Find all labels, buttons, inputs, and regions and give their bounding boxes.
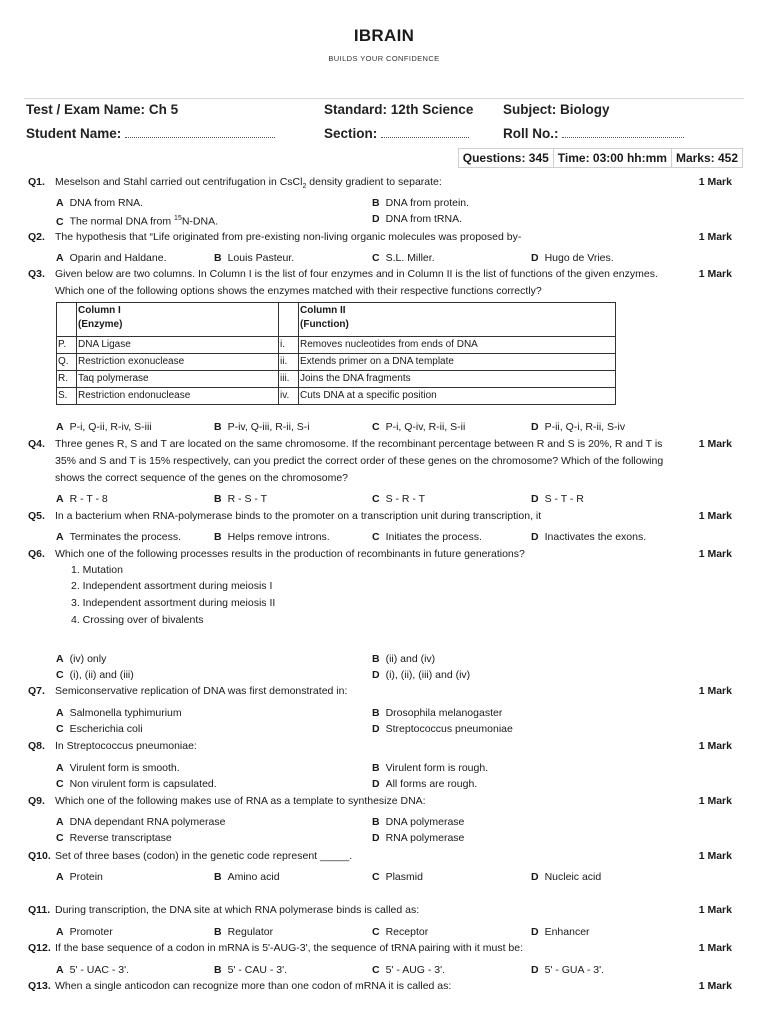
- table-cell: S.: [57, 388, 77, 405]
- question-text: In a bacterium when RNA-polymerase binds to the promoter on a transcription unit during transcription, it: [55, 510, 542, 522]
- table-cell: Q.: [57, 354, 77, 371]
- question-mark: 1 Mark: [698, 231, 732, 243]
- option-d[interactable]: D Streptococcus pneumoniae: [372, 723, 513, 735]
- question-text: Given below are two columns. In Column I is the list of four enzymes and in Column II is the list of functions of the given enzymes. Which one of the following options shows the enzymes matched with their respective functions correctly?: [55, 268, 658, 297]
- table-cell: Restriction exonuclease: [77, 354, 279, 371]
- option-b[interactable]: B Helps remove introns.: [214, 531, 330, 543]
- match-columns-table: [56, 302, 616, 405]
- standard-field: [324, 102, 473, 117]
- subject-field: [503, 102, 610, 117]
- option-c[interactable]: C Receptor: [372, 926, 429, 938]
- question-mark: 1 Mark: [698, 685, 732, 697]
- option-c[interactable]: C Non virulent form is capsulated.: [56, 778, 217, 790]
- option-c[interactable]: C Escherichia coli: [56, 723, 143, 735]
- section-blank[interactable]: [381, 128, 469, 138]
- test-name-field: [26, 102, 178, 117]
- table-header-cell: Column I (Enzyme): [77, 303, 279, 337]
- table-header-cell: Column II (Function): [299, 303, 616, 337]
- question-mark: 1 Mark: [698, 268, 732, 280]
- header-divider: [24, 98, 744, 99]
- question-mark: 1 Mark: [698, 740, 732, 752]
- standard-label: Standard:: [324, 102, 388, 117]
- table-cell: Taq polymerase: [77, 371, 279, 388]
- table-cell: Extends primer on a DNA template: [299, 354, 616, 371]
- option-b[interactable]: B P-iv, Q-iii, R-ii, S-i: [214, 421, 310, 433]
- option-b[interactable]: B Amino acid: [214, 871, 280, 883]
- table-cell: iv.: [279, 388, 299, 405]
- table-row: [57, 371, 616, 388]
- question-number: Q13.: [28, 980, 51, 992]
- option-a[interactable]: A P-i, Q-ii, R-iv, S-iii: [56, 421, 152, 433]
- question-text: Which one of the following processes results in the production of recombinants in future generations?: [55, 548, 525, 560]
- option-c[interactable]: C P-i, Q-iv, R-ii, S-ii: [372, 421, 466, 433]
- option-a[interactable]: A Salmonella typhimurium: [56, 707, 182, 719]
- option-a[interactable]: A 5' - UAC - 3'.: [56, 964, 130, 976]
- table-cell: Cuts DNA at a specific position: [299, 388, 616, 405]
- table-cell: ii.: [279, 354, 299, 371]
- roll-no-field: [503, 126, 684, 141]
- subject-value: Biology: [560, 102, 610, 117]
- question-number: Q12.: [28, 942, 51, 954]
- question-number: Q3.: [28, 268, 45, 280]
- list-item: 2. Independent assortment during meiosis I: [71, 580, 273, 592]
- subject-label: Subject:: [503, 102, 557, 117]
- exam-summary: [458, 148, 743, 168]
- list-item: 3. Independent assortment during meiosis II: [71, 597, 276, 609]
- question-number: Q5.: [28, 510, 45, 522]
- table-row: [57, 388, 616, 405]
- option-d[interactable]: D RNA polymerase: [372, 832, 465, 844]
- question-text: Semiconservative replication of DNA was first demonstrated in:: [55, 685, 348, 697]
- option-a[interactable]: A Oparin and Haldane.: [56, 252, 167, 264]
- option-a[interactable]: A Virulent form is smooth.: [56, 762, 180, 774]
- option-d[interactable]: D Hugo de Vries.: [531, 252, 614, 264]
- question-mark: 1 Mark: [698, 795, 732, 807]
- option-b[interactable]: B DNA from protein.: [372, 197, 470, 209]
- question-text: When a single anticodon can recognize more than one codon of mRNA it is called as:: [55, 980, 452, 992]
- question-number: Q4.: [28, 438, 45, 450]
- question-number: Q6.: [28, 548, 45, 560]
- option-d[interactable]: D Inactivates the exons.: [531, 531, 647, 543]
- option-a[interactable]: A Terminates the process.: [56, 531, 182, 543]
- test-name-label: Test / Exam Name:: [26, 102, 146, 117]
- question-mark: 1 Mark: [698, 980, 732, 992]
- total-marks: Marks: 452: [671, 149, 742, 167]
- table-cell: R.: [57, 371, 77, 388]
- option-a[interactable]: A DNA dependant RNA polymerase: [56, 816, 226, 828]
- question-number: Q8.: [28, 740, 45, 752]
- question-text: Which one of the following makes use of RNA as a template to synthesize DNA:: [55, 795, 426, 807]
- brand-title: IBRAIN: [353, 26, 415, 45]
- option-b[interactable]: B (ii) and (iv): [372, 653, 436, 665]
- table-cell: Removes nucleotides from ends of DNA: [299, 337, 616, 354]
- option-b[interactable]: B DNA polymerase: [372, 816, 465, 828]
- time-allowed: Time: 03:00 hh:mm: [553, 149, 671, 167]
- table-cell: iii.: [279, 371, 299, 388]
- list-item: 1. Mutation: [71, 564, 123, 576]
- option-d[interactable]: D P-ii, Q-i, R-ii, S-iv: [531, 421, 626, 433]
- table-cell: DNA Ligase: [77, 337, 279, 354]
- question-text: If the base sequence of a codon in mRNA is 5'-AUG-3', the sequence of tRNA pairing with it must be:: [55, 942, 524, 954]
- question-text: Meselson and Stahl carried out centrifugation in CsCl$_2$ density gradient to separate:: [55, 176, 442, 191]
- option-c[interactable]: C (i), (ii) and (iii): [56, 669, 134, 681]
- option-b[interactable]: B Virulent form is rough.: [372, 762, 489, 774]
- roll-no-label: Roll No.:: [503, 126, 559, 141]
- question-mark: 1 Mark: [698, 904, 732, 916]
- question-text: The hypothesis that “Life originated from pre-existing non-living organic molecules was proposed by-: [55, 231, 522, 243]
- option-d[interactable]: D S - T - R: [531, 493, 584, 505]
- option-c[interactable]: C S.L. Miller.: [372, 252, 435, 264]
- table-row: [57, 337, 616, 354]
- question-text: During transcription, the DNA site at which RNA polymerase binds is called as:: [55, 904, 420, 916]
- student-name-field: [26, 126, 275, 141]
- question-number: Q10.: [28, 850, 51, 862]
- option-b[interactable]: B Louis Pasteur.: [214, 252, 295, 264]
- option-c[interactable]: C Initiates the process.: [372, 531, 482, 543]
- option-c[interactable]: C S - R - T: [372, 493, 426, 505]
- brand-tagline: BUILDS YOUR CONFIDENCE: [328, 54, 440, 63]
- option-a[interactable]: A R - T - 8: [56, 493, 108, 505]
- option-a[interactable]: A Protein: [56, 871, 103, 883]
- option-a[interactable]: A DNA from RNA.: [56, 197, 144, 209]
- question-mark: 1 Mark: [698, 176, 732, 188]
- question-text: In Streptococcus pneumoniae:: [55, 740, 197, 752]
- section-field: [324, 126, 469, 141]
- question-mark: 1 Mark: [698, 510, 732, 522]
- table-cell: [57, 303, 77, 337]
- section-label: Section:: [324, 126, 378, 141]
- option-d[interactable]: D Nucleic acid: [531, 871, 602, 883]
- question-number: Q1.: [28, 176, 45, 188]
- question-number: Q2.: [28, 231, 45, 243]
- option-b[interactable]: B R - S - T: [214, 493, 268, 505]
- option-a[interactable]: A (iv) only: [56, 653, 107, 665]
- table-header-row: [57, 303, 616, 337]
- option-c[interactable]: C 5' - AUG - 3'.: [372, 964, 446, 976]
- table-cell: Joins the DNA fragments: [299, 371, 616, 388]
- option-a[interactable]: A Promoter: [56, 926, 113, 938]
- question-mark: 1 Mark: [698, 438, 732, 450]
- question-text: Three genes R, S and T are located on the same chromosome. If the recombinant percentage between R and S is 20%, R and T is 35% and S and T is 15% respectively, can you predict the correct order of these genes on the chromosome? Which of the following shows the correct sequence of the genes on the chromosome?: [55, 438, 664, 484]
- option-d[interactable]: D 5' - GUA - 3'.: [531, 964, 605, 976]
- list-item: 4. Crossing over of bivalents: [71, 614, 204, 626]
- table-cell: i.: [279, 337, 299, 354]
- option-d[interactable]: D DNA from tRNA.: [372, 213, 463, 225]
- questions-count: Questions: 345: [462, 151, 549, 165]
- option-b[interactable]: B Regulator: [214, 926, 274, 938]
- option-d[interactable]: D All forms are rough.: [372, 778, 478, 790]
- option-b[interactable]: B Drosophila melanogaster: [372, 707, 503, 719]
- option-d[interactable]: D Enhancer: [531, 926, 590, 938]
- question-mark: 1 Mark: [698, 850, 732, 862]
- table-cell: P.: [57, 337, 77, 354]
- question-number: Q11.: [28, 904, 51, 916]
- question-number: Q9.: [28, 795, 45, 807]
- question-mark: 1 Mark: [698, 548, 732, 560]
- question-number: Q7.: [28, 685, 45, 697]
- table-cell: [279, 303, 299, 337]
- option-c[interactable]: C Plasmid: [372, 871, 423, 883]
- option-b[interactable]: B 5' - CAU - 3'.: [214, 964, 288, 976]
- roll-no-blank[interactable]: [562, 128, 684, 138]
- standard-value: 12th Science: [390, 102, 474, 117]
- table-row: [57, 354, 616, 371]
- option-c[interactable]: C The normal DNA from $^{15}$N-DNA.: [56, 215, 219, 228]
- option-d[interactable]: D (i), (ii), (iii) and (iv): [372, 669, 471, 681]
- student-name-label: Student Name:: [26, 126, 122, 141]
- student-name-blank[interactable]: [125, 128, 275, 138]
- option-c[interactable]: C Reverse transcriptase: [56, 832, 172, 844]
- table-cell: Restriction endonuclease: [77, 388, 279, 405]
- question-text: Set of three bases (codon) in the genetic code represent _____.: [55, 850, 353, 862]
- test-name-value: Ch 5: [148, 102, 179, 117]
- question-mark: 1 Mark: [698, 942, 732, 954]
